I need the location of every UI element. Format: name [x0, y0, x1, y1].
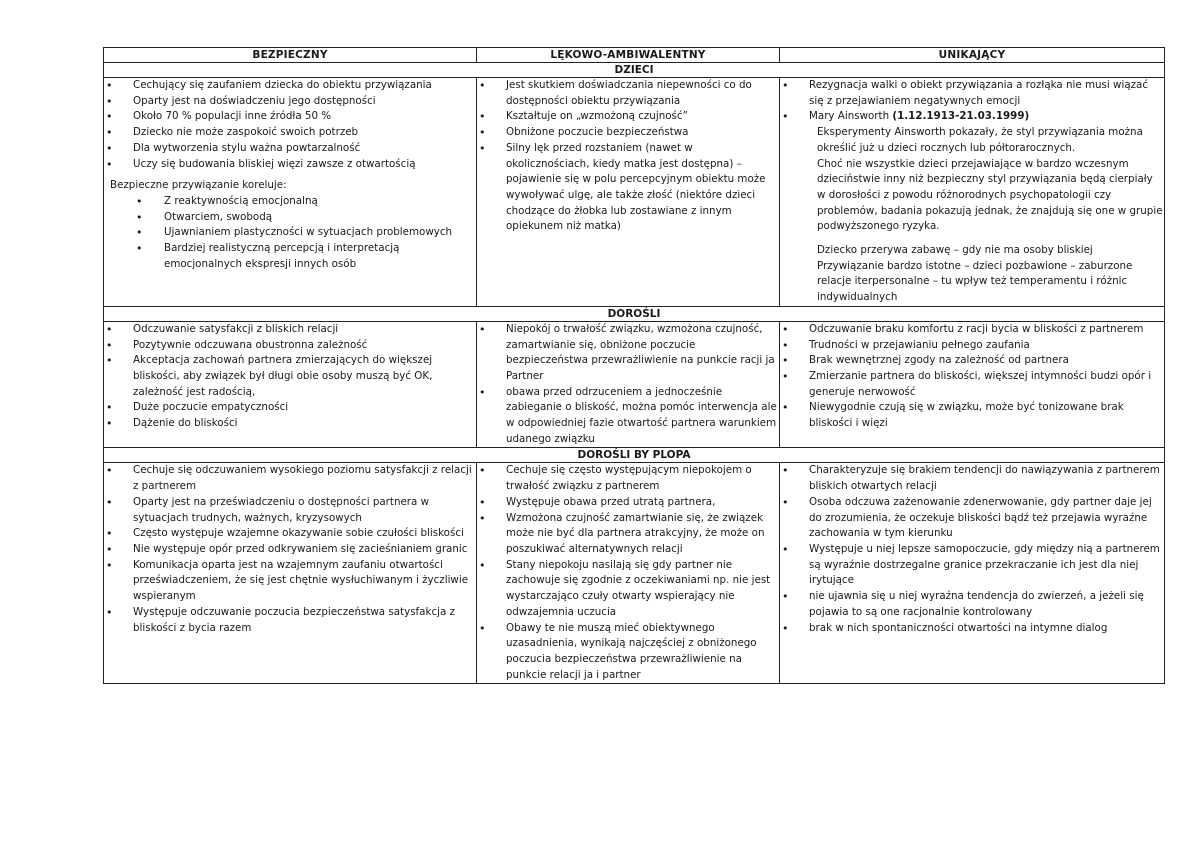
list-item: • Cechuje się odczuwaniem wysokiego poziomu satysfakcji z relacji z partnerem [104, 463, 476, 494]
cell-plopa-unikajacy [780, 463, 1165, 684]
column-header-row [104, 48, 1165, 63]
list-item: • Osoba odczuwa zażenowanie zdenerwowanie, gdy partner daje jej do zrozumienia, że oczekuje bliskości bądź też przejawia wyraźne zachowania w tym kierunku [780, 495, 1164, 542]
bullet-list [104, 78, 476, 172]
content-row-dzieci [104, 78, 1165, 307]
list-item: • Duże poczucie empatyczności [104, 400, 476, 416]
cell-plopa-bezpieczny [104, 463, 477, 684]
correlates-intro: Bezpieczne przywiązanie koreluje: [110, 179, 287, 192]
bullet-list [104, 322, 476, 432]
cell-dorosli-unikajacy [780, 321, 1165, 448]
list-item: • Oparty jest na doświadczeniu jego dostępności [104, 94, 476, 110]
bullet-list [104, 463, 476, 636]
list-item: • Odczuwanie braku komfortu z racji bycia w bliskości z partnerem [780, 322, 1164, 338]
bullet-list [477, 322, 779, 448]
cell-dorosli-bezpieczny [104, 321, 477, 448]
list-item: • Niepokój o trwałość związku, wzmożona czujność, zamartwianie się, obniżone poczucie bezpieczeństwa przewrażliwienie na punkcie racji ja Partner [477, 322, 779, 385]
section-row-plopa [104, 448, 1165, 463]
list-item: • Około 70 % populacji inne źródła 50 % [104, 109, 476, 125]
bullet-list [780, 78, 1164, 125]
list-item: • Akceptacja zachowań partnera zmierzających do większej bliskości, aby związek był długi obie osoby muszą być OK, zależność jest radością, [104, 353, 476, 400]
list-item: • Pozytywnie odczuwana obustronna zależność [104, 338, 476, 354]
list-item: • Stany niepokoju nasilają się gdy partner nie zachowuje się zgodnie z oczekiwaniami np. nie jest wystarczająco czuły otwarty wspierający nie odwzajemnia uczucia [477, 558, 779, 621]
list-item: • Nie występuje opór przed odkrywaniem się zacieśnianiem granic [104, 542, 476, 558]
sub-bullet-list [104, 194, 476, 273]
list-item: • Cechujący się zaufaniem dziecka do obiektu przywiązania [104, 78, 476, 94]
list-item: • Występuje u niej lepsze samopoczucie, gdy między nią a partnerem są wyraźnie dostrzegalne granice przekraczanie ich jest dla niej irytujące [780, 542, 1164, 589]
list-item: • Uczy się budowania bliskiej więzi zawsze z otwartością [104, 157, 476, 173]
ainsworth-experiments-text: Eksperymenty Ainsworth pokazały, że styl przywiązania można określić już u dzieci rocznych lub półtorarocznych. [817, 126, 1143, 154]
header-bezpieczny: BEZPIECZNY [104, 48, 477, 63]
list-item: • Zmierzanie partnera do bliskości, większej intymności budzi opór i generuje nerwowość [780, 369, 1164, 400]
bullet-list [477, 463, 779, 683]
cell-dzieci-unikajacy [780, 78, 1165, 307]
cell-plopa-lekowy [477, 463, 780, 684]
section-row-dorosli [104, 306, 1165, 321]
attachment-styles-table [103, 47, 1165, 684]
list-item: • Komunikacja oparta jest na wzajemnym zaufaniu otwartości przeświadczeniem, że się jest chętnie wysłuchiwanym i życzliwie wspieranym [104, 558, 476, 605]
bullet-list [780, 322, 1164, 432]
list-item: • Oparty jest na przeświadczeniu o dostępności partnera w sytuacjach trudnych, ważnych, kryzysowych [104, 495, 476, 526]
list-item: • Obniżone poczucie bezpieczeństwa [477, 125, 779, 141]
list-item: • Odczuwanie satysfakcji z bliskich relacji [104, 322, 476, 338]
play-interruption-text: Dziecko przerywa zabawę – gdy nie ma osoby bliskiej [817, 244, 1093, 257]
list-item: • Trudności w przejawianiu pełnego zaufania [780, 338, 1164, 354]
list-item: • nie ujawnia się u niej wyraźna tendencja do zwierzeń, a jeżeli się pojawia to są one racjonalnie kontrolowany [780, 589, 1164, 620]
list-item: • Często występuje wzajemne okazywanie sobie czułości bliskości [104, 526, 476, 542]
cell-dorosli-lekowy [477, 321, 780, 448]
sub-list-item: • Otwarciem, swobodą [136, 210, 476, 226]
bullet-list [780, 463, 1164, 636]
list-item: • Niewygodnie czują się w związku, może być tonizowane brak bliskości i więzi [780, 400, 1164, 431]
list-item [780, 109, 1164, 125]
list-item: • Dziecko nie może zaspokoić swoich potrzeb [104, 125, 476, 141]
ainsworth-dates: (1.12.1913-21.03.1999) [892, 110, 1030, 123]
list-item: • Brak wewnętrznej zgody na zależność od partnera [780, 353, 1164, 369]
header-unikajacy: UNIKAJĄCY [780, 48, 1165, 63]
content-row-dorosli [104, 321, 1165, 448]
list-item: • Występuje odczuwanie poczucia bezpieczeństwa satysfakcja z bliskości z bycia razem [104, 605, 476, 636]
section-title-dzieci: DZIECI [104, 63, 1165, 78]
bullet-list [477, 78, 779, 235]
section-title-plopa: DOROŚLI BY PLOPA [104, 448, 1165, 463]
section-row-dzieci [104, 63, 1165, 78]
list-item: • Wzmożona czujność zamartwianie się, że związek może nie być dla partnera atrakcyjny, że może on poszukiwać alternatywnych relacji [477, 511, 779, 558]
attachment-importance-text: Przywiązanie bardzo istotne – dzieci pozbawione – zaburzone relacje iterpersonalne – tu wpływ też temperamentu i różnic indywidualnych [817, 259, 1133, 304]
list-item: • Charakteryzuje się brakiem tendencji do nawiązywania z partnerem bliskich otwartych relacji [780, 463, 1164, 494]
content-row-plopa [104, 463, 1165, 684]
list-item: • Silny lęk przed rozstaniem (nawet w okolicznościach, kiedy matka jest dostępna) – pojawienie się w polu percepcyjnym obiektu może wywoływać ulgę, ale także złość (niektóre dzieci chodzące do żłobka lub zostawiane z innym opiekunem niż matka) [477, 141, 779, 235]
list-item: • Dla wytworzenia stylu ważna powtarzalność [104, 141, 476, 157]
sub-list-item: • Bardziej realistyczną percepcją i interpretacją emocjonalnych ekspresji innych osób [136, 241, 476, 272]
list-item: • Cechuje się często występującym niepokojem o trwałość związku z partnerem [477, 463, 779, 494]
list-item: • obawa przed odrzuceniem a jednocześnie zabieganie o bliskość, można pomóc interwencja ale w odpowiedniej fazie otwartość partnera warunkiem udanego związku [477, 385, 779, 448]
list-item: • Dążenie do bliskości [104, 416, 476, 432]
risk-group-text: Choć nie wszystkie dzieci przejawiające w bardzo wczesnym dzieciństwie inny niż bezpieczny styl przywiązania będą cierpiały w dorosłości z powodu różnorodnych psychopatologii czy problemów, badania pokazują jednak, że znajdują się one w grupie podwyższonego ryzyka. [817, 157, 1163, 233]
list-item: • Rezygnacja walki o obiekt przywiązania a rozłąka nie musi wiązać się z przejawianiem negatywnych emocji [780, 78, 1164, 109]
header-lekowo-ambiwalentny: LĘKOWO-AMBIWALENTNY [477, 48, 780, 63]
sub-list-item: • Z reaktywnością emocjonalną [136, 194, 476, 210]
ainsworth-name: Mary Ainsworth [809, 110, 890, 123]
cell-dzieci-lekowy [477, 78, 780, 307]
list-item: • Jest skutkiem doświadczania niepewności co do dostępności obiektu przywiązania [477, 78, 779, 109]
list-item: • Występuje obawa przed utratą partnera, [477, 495, 779, 511]
list-item: • Kształtuje on „wzmożoną czujność” [477, 109, 779, 125]
list-item: • brak w nich spontaniczności otwartości na intymne dialog [780, 621, 1164, 637]
cell-dzieci-bezpieczny [104, 78, 477, 307]
list-item: • Obawy te nie muszą mieć obiektywnego uzasadnienia, wynikają najczęściej z obniżonego poczucia bezpieczeństwa przewrażliwienie na punkcie relacji ja i partner [477, 621, 779, 684]
sub-list-item: • Ujawnianiem plastyczności w sytuacjach problemowych [136, 225, 476, 241]
section-title-dorosli: DOROŚLI [104, 306, 1165, 321]
